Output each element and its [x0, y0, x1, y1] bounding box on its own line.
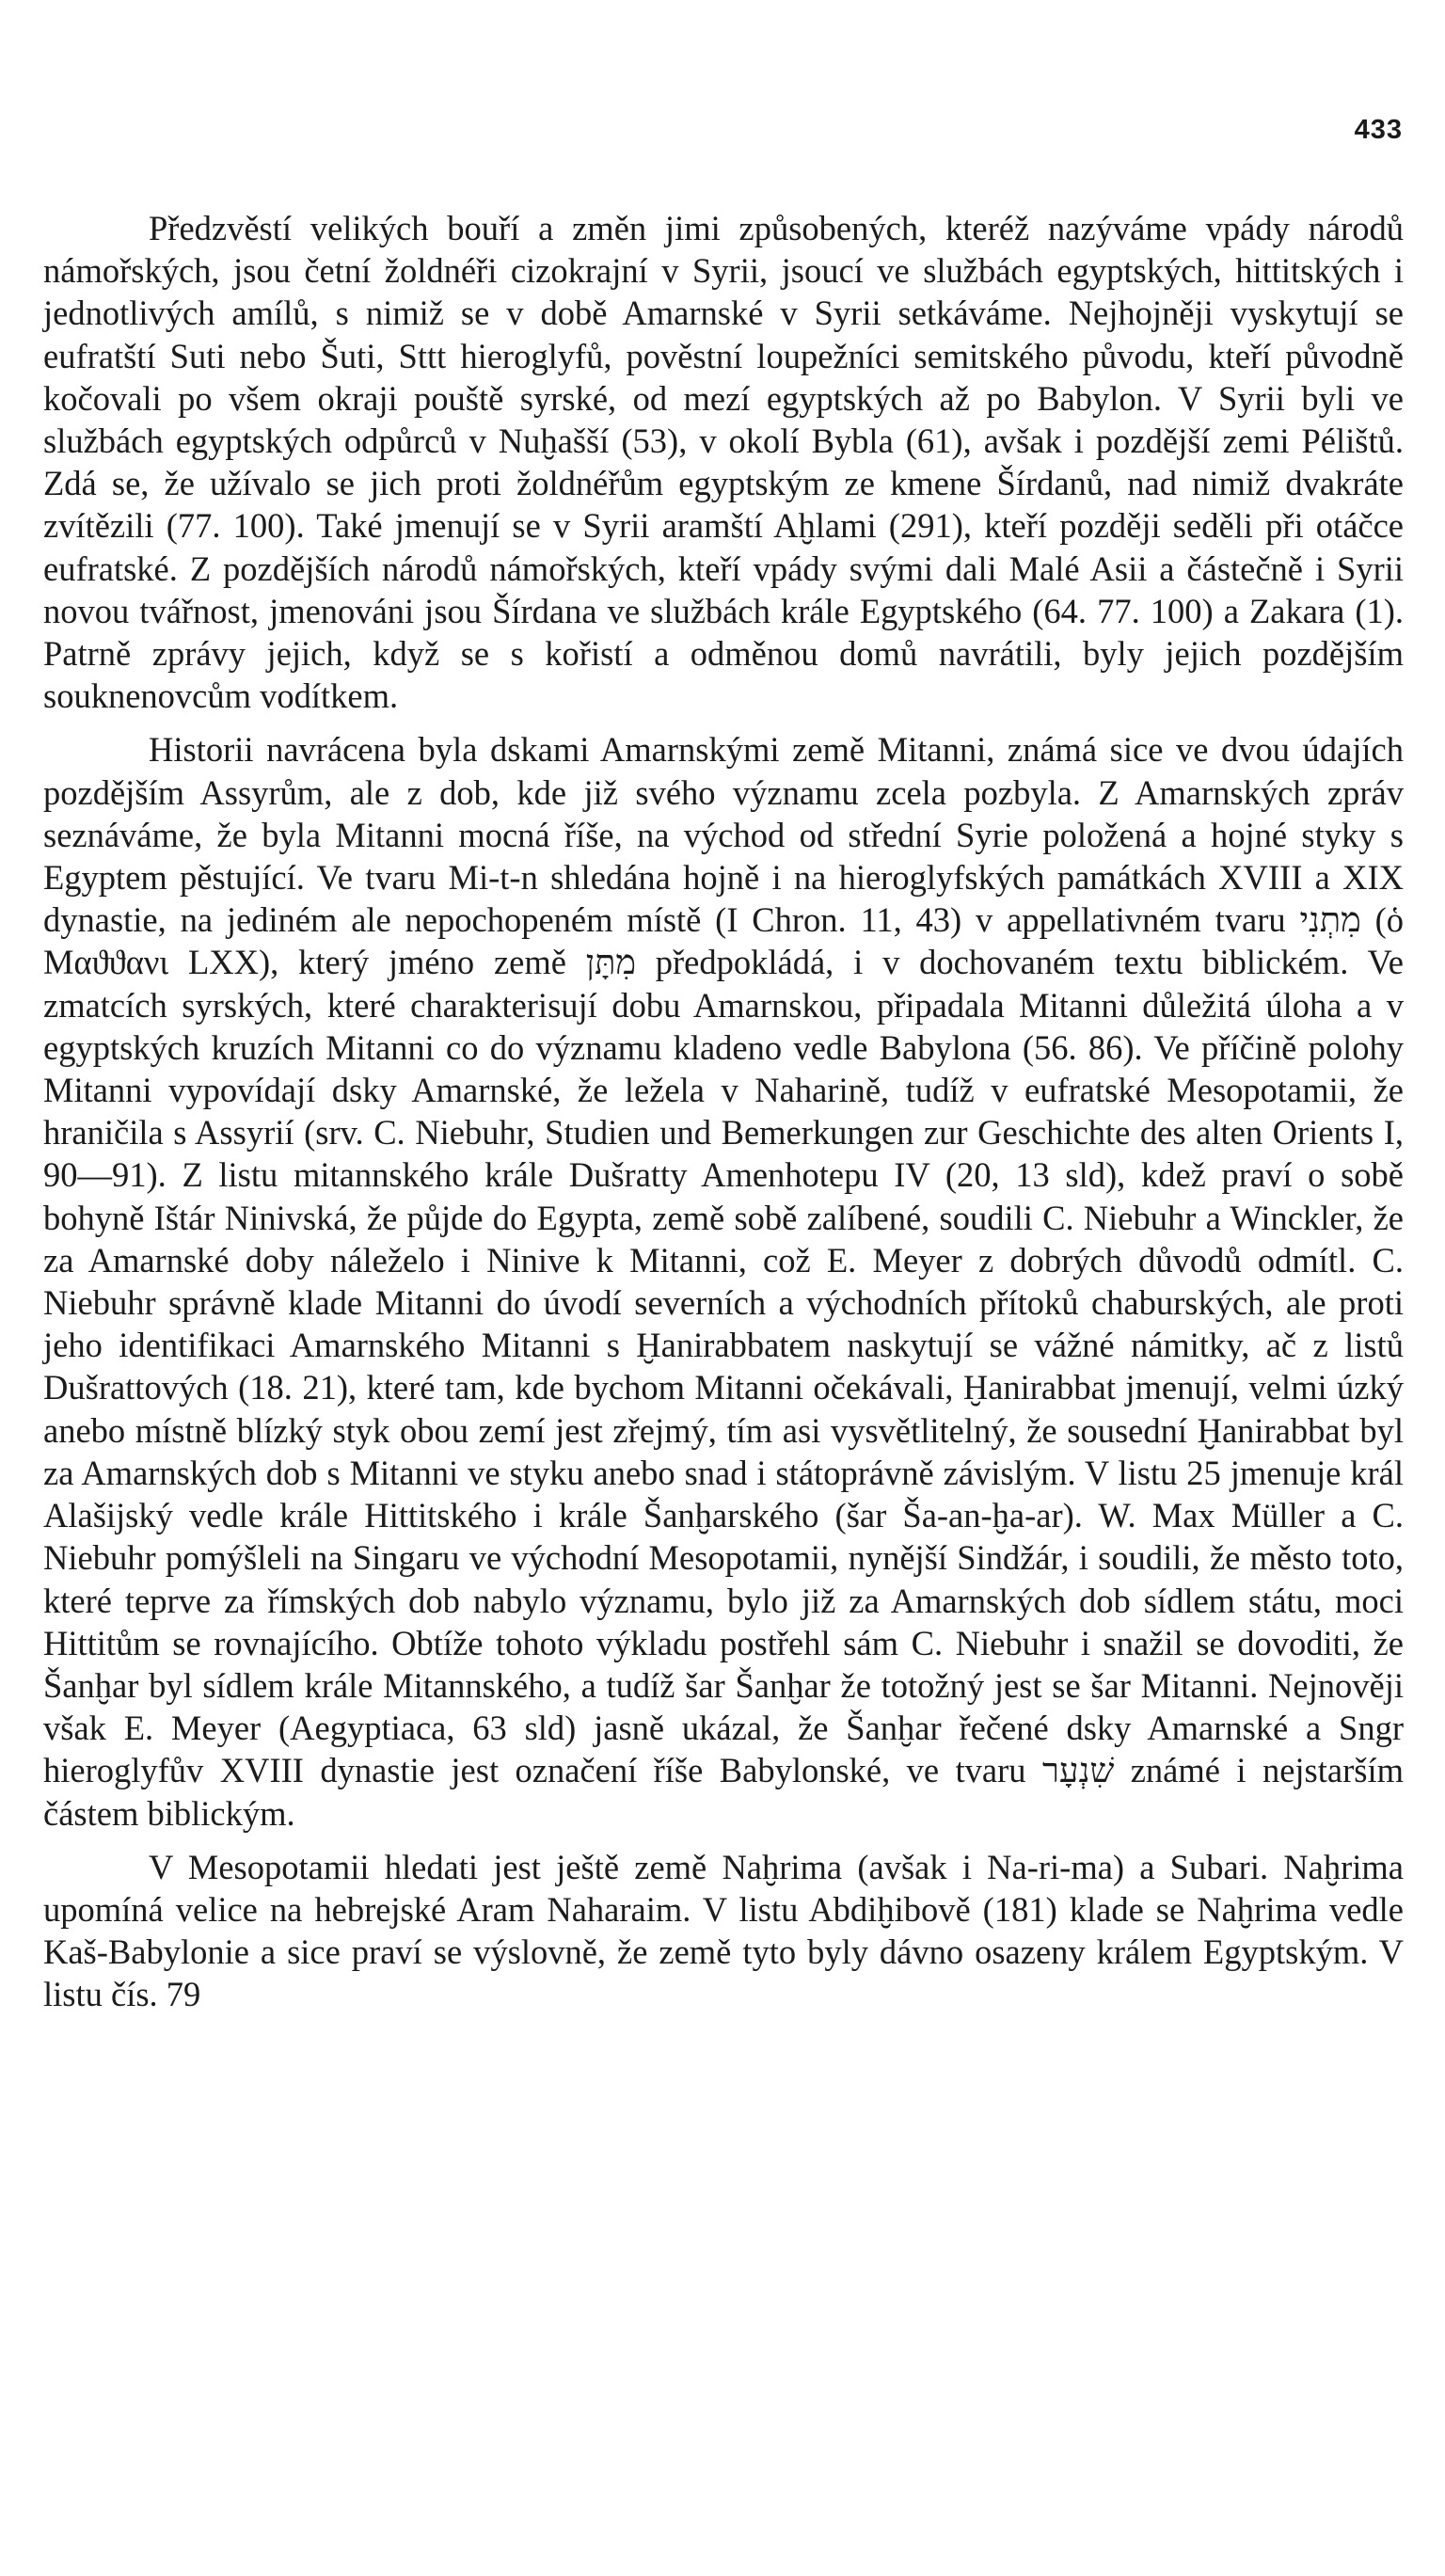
paragraph-mitanni: Historii navrácena byla dskami Amarnskými země Mitanni, známá sice ve dvou údajích pozdějším Assyrům, ale z dob, kde již svého významu zcela pozbyla. Z Amarnských zpráv seznáváme, že byla Mitanni mocná říše, na východ od střední Syrie položená a hojné styky s Egyptem pěstující. Ve tvaru Mi-t-n shledána hojně i na hieroglyfských památkách XVIII a XIX dynastie, na jediném ale nepochopeném místě (I Chron. 11, 43) v appellativném tvaru מִתְנִי (ὁ Μαϑϑανι LXX), který jméno země מִתָּן předpokládá, i v dochovaném textu biblickém. Ve zmatcích syrských, které charakterisují dobu Amarnskou, připadala Mitanni důležitá úloha a v egyptských kruzích Mitanni co do významu kladeno vedle Babylona (56. 86). Ve příčině polohy Mitanni vypovídají dsky Amarnské, že ležela v Naharině, tudíž v eufratské Mesopotamii, že hraničila s Assyrií (srv. C. Niebuhr, Studien und Bemerkungen zur Geschichte des alten Orients I, 90—91). Z listu mitannského krále Dušratty Amenhotepu IV (20, 13 sld), kdež praví o sobě bohyně Ištár Ninivská, že půjde do Egypta, země sobě zalíbené, soudili C. Niebuhr a Winckler, že za Amarnské doby náleželo i Ninive k Mitanni, což E. Meyer z dobrých důvodů odmítl. C. Niebuhr správně klade Mitanni do úvodí severních a východních přítoků chaburských, ale proti jeho identifikaci Amarnského Mitanni s Ḫanirabbatem naskytují se vážné námitky, ač z listů Dušrattových (18. 21), které tam, kde bychom Mitanni očekávali, Ḫanirabbat jmenují, velmi úzký anebo místně blízký styk obou zemí jest zřejmý, tím asi vysvětlitelný, že sousední Ḫanirabbat byl za Amarnských dob s Mitanni ve styku anebo snad i státoprávně závislým. V listu 25 jmenuje král Alašijský vedle krále Hittitského i krále Šanḫarského (šar Ša-an-ḫa-ar). W. Max Müller a C. Niebuhr pomýšleli na Singaru ve východní Mesopotamii, nynější Sindžár, i soudili, že město toto, které teprve za římských dob nabylo významu, bylo již za Amarnských dob sídlem státu, moci Hittitům se rovnajícího. Obtíže tohoto výkladu postřehl sám C. Niebuhr i snažil se dovoditi, že Šanḫar byl sídlem krále Mitannského, a tudíž šar Šanḫar že totožný jest se šar Mitanni. Nejnověji však E. Meyer (Aegyptiaca, 63 sld) jasně ukázal, že Šanḫar řečené dsky Amarnské a Sngr hieroglyfův XVIII dynastie jest označení říše Babylonské, ve tvaru שִׁנְעָר známé i nejstarším částem biblickým. — [43, 730, 1404, 1833]
body-text — [43, 207, 1404, 2027]
paragraph-suti-mercenaries: Předzvěstí velikých bouří a změn jimi způsobených, kteréž nazýváme vpády národů námořských, jsou četní žoldnéři cizokrajní v Syrii, jsoucí ve službách egyptských, hittitských i jednotlivých amílů, s nimiž se v době Amarnské v Syrii setkáváme. Nejhojněji vyskytují se eufratští Suti nebo Šuti, Sttt hieroglyfů, pověstní loupežníci semitského původu, kteří původně kočovali po všem okraji pouště syrské, od mezí egyptských až po Babylon. V Syrii byli ve službách egyptských odpůrců v Nuḫašší (53), v okolí Bybla (61), avšak i pozdější zemi Pélištů. Zdá se, že užívalo se jich proti žoldnéřům egyptským ze kmene Šírdanů, nad nimiž dvakráte zvítězili (77. 100). Také jmenují se v Syrii aramští Aḫlami (291), kteří později seděli při otáčce eufratské. Z pozdějších národů námořských, kteří vpády svými dali Malé Asii a částečně i Syrii novou tvářnost, jmenováni jsou Šírdana ve službách krále Egyptského (64. 77. 100) a Zakara (1). Patrně zprávy jejich, když se s kořistí a odměnou domů navrátili, byly jejich pozdějším souknenovcům vodítkem. — [43, 209, 1404, 716]
page-number: 433 — [1354, 115, 1403, 145]
paragraph-mesopotamia: V Mesopotamii hledati jest ještě země Naḫrima (avšak i Na-ri-ma) a Subari. Naḫrima upomíná velice na hebrejské Aram Naharaim. V listu Abdiḫibově (181) klade se Naḫrima vedle Kaš-Babylonie a sice praví se výslovně, že země tyto byly dávno osazeny králem Egyptským. V listu čís. 79 — [43, 1847, 1404, 2014]
